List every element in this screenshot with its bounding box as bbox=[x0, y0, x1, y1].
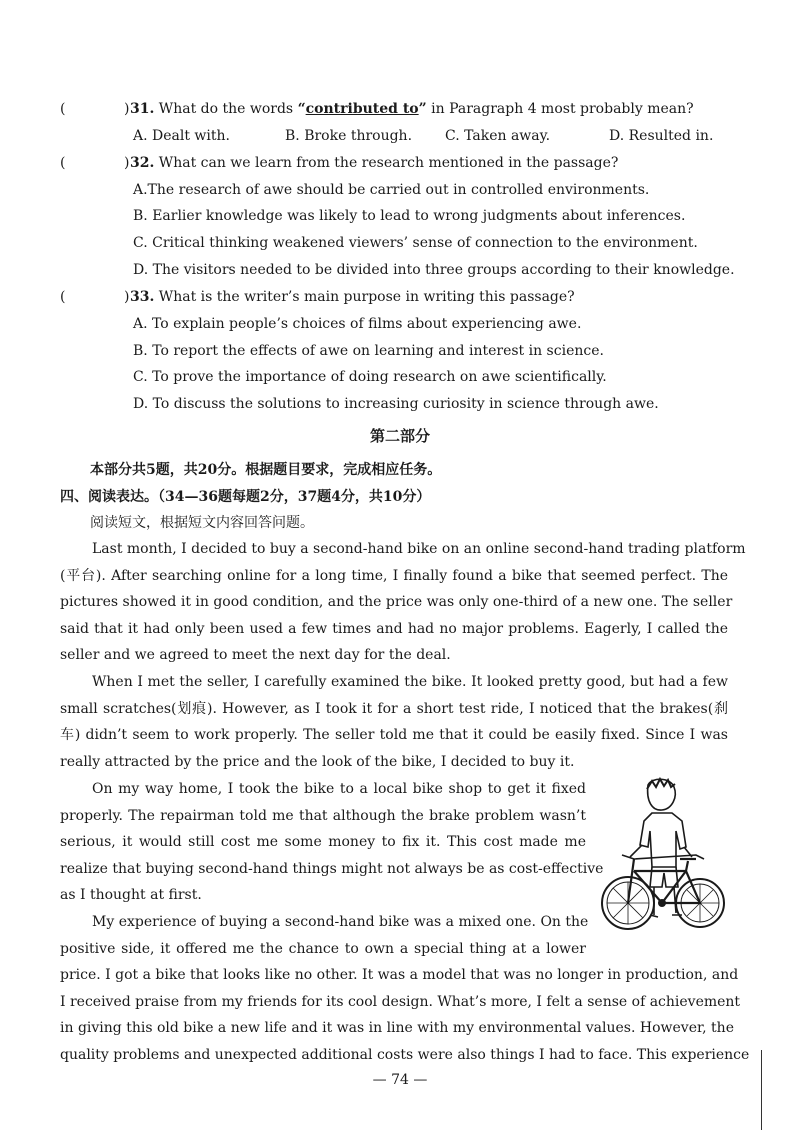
reading-instruction: 阅读短文，根据短文内容回答问题。 bbox=[90, 515, 314, 531]
question-stem-end: in Paragraph 4 most probably mean? bbox=[426, 101, 694, 117]
answer-paren-close: ) bbox=[124, 155, 130, 171]
text-line: I received praise from my friends for its cool design. What’s more, I felt a sense of achievement bbox=[60, 993, 741, 1010]
section-intro: 本部分共5题，共20分。根据题目要求，完成相应任务。 bbox=[90, 462, 442, 478]
text-line: Last month, I decided to buy a second-hand bike on an online second-hand trading platform bbox=[92, 541, 746, 557]
passage-paragraph-2 bbox=[60, 669, 728, 775]
text-line: small scratches(划痕). However, as I took it for a short test ride, I noticed that the brakes(刹 bbox=[60, 700, 728, 717]
document-page: ( ) 31. What do the words “contributed to” in Paragraph 4 most probably mean? A. Dealt with. B. Broke through. C. Taken away. D. Resulted in. ( ) 32. What can we learn from the research mentioned in the passage? A.The research of awe should be carried out in controlled environments. B. Earlier knowledge was likely to lead to wrong judgments about inferences. C. Critical thinking weakened viewers’ sense of connection to the environment. D. The visitors needed to be divided into three groups according to their knowledge. ( ) 33. What is the writer’s main purpose in writing this passage? A. To explain people’s choices of films about experiencing awe. B. To report the effects of awe on learning and interest in science. C. To prove the importance of doing research on awe scientifically. D. To discuss the solutions to increasing curiosity in science through awe. 第二部分 本部分共5题，共20分。根据题目要求，完成相应任务。 四、阅读表达。（34—36题每题2分，37题4分，共10分） 阅读短文，根据短文内容回答问题。 Last month, I decided to buy a second-hand bike on an online second-hand trading platform (平台). After searching online for a long time, I finally found a bike that seemed perfect. The pictures showed it in good condition, and the price was only one-third of a new one. The seller said that it had only been used a few times and had no major problems. Eagerly, I called the seller and we agreed to meet the next day for the deal. When I met the seller, I carefully examined the bike. It looked pretty good, but had a few small scratches(划痕). However, as I took it for a short test ride, I noticed that the brakes(刹 车) didn’t seem to work properly. The seller told me that it could be easily fixed. Since I was really attracted by the price and the look of the bike, I decided to buy it. On my way home, I took the bike to a local bike shop to get it fixed properly. The repairman told me that although the brake problem wasn’t serious, it would still cost me some money to fix it. This cost made me realize that buying second-hand things might not always be as cost-effective as I thought at first. My experience of buying a second-hand bike was a mixed one. On the positive side, it offered me the chance to own a special thing at a lower price. I got a bike that looks like no other. It was a model that was no longer in production, and I received praise from my friends for its cool design. What’s more, I felt a sense of achievement in giving this old bike a new life and it was in line with my environmental values. However, the quality problems and unexpected additional costs were also things I had to face. This experience — 74 — bbox=[0, 0, 800, 1131]
text-line: properly. The repairman told me that although the brake problem wasn’t bbox=[60, 807, 586, 824]
option-c: C. To prove the importance of doing research on awe scientifically. bbox=[133, 369, 607, 385]
question-number: 31. bbox=[130, 101, 155, 117]
text-line: My experience of buying a second-hand bike was a mixed one. On the bbox=[92, 914, 589, 930]
option-a: A. Dealt with. bbox=[133, 128, 230, 144]
option-d: D. Resulted in. bbox=[609, 128, 714, 144]
margin-rule bbox=[761, 1050, 762, 1130]
question-stem: What is the writer’s main purpose in writing this passage? bbox=[154, 289, 575, 305]
page-number: — 74 — bbox=[372, 1072, 428, 1088]
option-a: A. To explain people’s choices of films about experiencing awe. bbox=[133, 316, 582, 332]
section-title: 第二部分 bbox=[369, 427, 430, 445]
option-b: B. To report the effects of awe on learning and interest in science. bbox=[133, 343, 604, 359]
option-b: B. Broke through. bbox=[285, 128, 413, 144]
answer-paren-open: ( bbox=[60, 289, 66, 305]
text-line: in giving this old bike a new life and it was in line with my environmental values. However, the bbox=[60, 1020, 734, 1037]
text-line: When I met the seller, I carefully examined the bike. It looked pretty good, but had a few bbox=[92, 674, 728, 690]
question-number: 33. bbox=[130, 289, 155, 305]
option-d: D. To discuss the solutions to increasing curiosity in science through awe. bbox=[133, 396, 659, 412]
text-line: pictures showed it in good condition, and the price was only one-third of a new one. The seller bbox=[60, 594, 733, 611]
text-line: really attracted by the price and the look of the bike, I decided to buy it. bbox=[60, 753, 575, 770]
text-line: price. I got a bike that looks like no other. It was a model that was no longer in production, and bbox=[60, 967, 739, 983]
answer-paren-open: ( bbox=[60, 101, 66, 117]
text-line: seller and we agreed to meet the next day for the deal. bbox=[60, 647, 451, 664]
part-heading: 四、阅读表达。（34—36题每题2分，37题4分，共10分） bbox=[60, 489, 431, 505]
question-stem-start: What do the words bbox=[154, 101, 298, 117]
text-line: (平台). After searching online for a long time, I finally found a bike that seemed perfect. The bbox=[60, 567, 728, 584]
text-line: quality problems and unexpected additional costs were also things I had to face. This experience bbox=[60, 1046, 750, 1063]
question-stem: What can we learn from the research mentioned in the passage? bbox=[154, 155, 619, 171]
head-icon bbox=[648, 779, 676, 810]
answer-paren-open: ( bbox=[60, 155, 66, 171]
answer-paren-close: ) bbox=[124, 101, 130, 117]
answer-paren-close: ) bbox=[124, 289, 130, 305]
passage-paragraph-4 bbox=[60, 962, 750, 1068]
text-line: as I thought at first. bbox=[60, 887, 202, 904]
option-d: D. The visitors needed to be divided into three groups according to their knowledge. bbox=[133, 262, 735, 278]
question-keyword: contributed to bbox=[305, 101, 419, 117]
passage-paragraph-3 bbox=[60, 776, 604, 909]
text-line: serious, it would still cost me some money to fix it. This cost made me bbox=[60, 834, 586, 851]
option-c: C. Taken away. bbox=[445, 128, 551, 144]
text-line: realize that buying second-hand things might not always be as cost-effective bbox=[60, 860, 604, 877]
option-b: B. Earlier knowledge was likely to lead to wrong judgments about inferences. bbox=[133, 208, 686, 224]
option-a: A.The research of awe should be carried out in controlled environments. bbox=[133, 182, 650, 198]
boy-with-bicycle-illustration bbox=[600, 775, 725, 937]
text-line: positive side, it offered me the chance to own a special thing at a lower bbox=[60, 940, 586, 957]
text-line: On my way home, I took the bike to a local bike shop to get it fixed bbox=[92, 781, 586, 797]
option-c: C. Critical thinking weakened viewers’ sense of connection to the environment. bbox=[133, 235, 698, 251]
text-line: said that it had only been used a few times and had no major problems. Eagerly, I called the bbox=[60, 620, 728, 637]
question-number: 32. bbox=[130, 155, 155, 171]
passage-paragraph-1 bbox=[60, 536, 746, 669]
passage-paragraph-4-wrapped bbox=[60, 909, 589, 962]
text-line: 车) didn’t seem to work properly. The seller told me that it could be easily fixed. Since I was bbox=[60, 727, 728, 744]
